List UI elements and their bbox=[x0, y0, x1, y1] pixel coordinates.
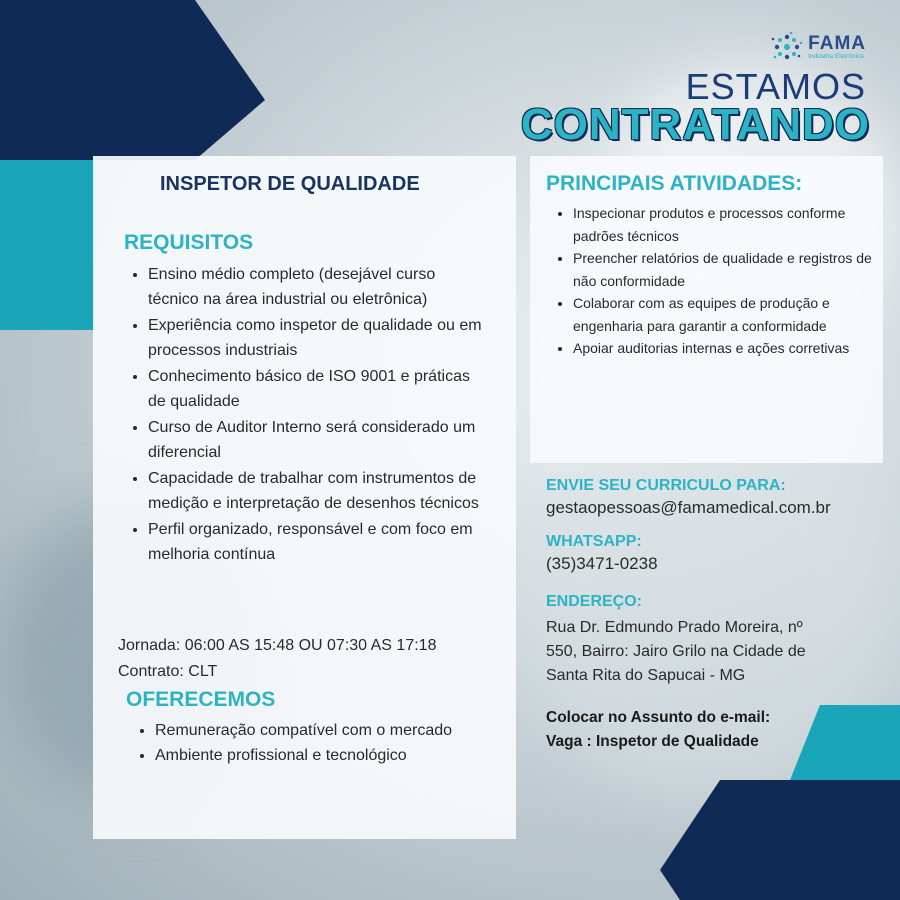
list-item: • Capacidade de trabalhar com instrumentos de medição e interpretação de desenhos técnicos bbox=[148, 467, 488, 516]
whatsapp-label: WHATSAPP: bbox=[546, 533, 642, 550]
whatsapp-number[interactable]: (35)3471-0238 bbox=[546, 554, 658, 573]
atividades-list bbox=[555, 202, 883, 360]
company-logo bbox=[770, 30, 866, 64]
address-line: Rua Dr. Edmundo Prado Moreira, nº bbox=[546, 619, 803, 636]
list-item: • Apoiar auditorias internas e ações corretivas bbox=[573, 337, 883, 360]
logo-subtitle: Indústria Eletrônica bbox=[808, 52, 864, 60]
logo-name: FAMA bbox=[808, 32, 866, 54]
list-item: • Perfil organizado, responsável e com foco em melhoria contínua bbox=[148, 518, 488, 567]
list-item: • Remuneração compatível com o mercado bbox=[155, 719, 485, 744]
address-line: 550, Bairro: Jairo Grilo na Cidade de bbox=[546, 643, 806, 660]
headline-estamos: ESTAMOS bbox=[685, 66, 866, 107]
email-subject-instructions bbox=[546, 706, 770, 754]
list-item: • Ensino médio completo (desejável curso técnico na área industrial ou eletrônica) bbox=[148, 263, 488, 312]
requisitos-list bbox=[130, 263, 488, 569]
address-line: Santa Rita do Sapucai - MG bbox=[546, 667, 746, 684]
address-label: ENDEREÇO: bbox=[546, 593, 643, 610]
oferecemos-list bbox=[137, 719, 485, 768]
email-label: ENVIE SEU CURRICULO PARA: bbox=[546, 477, 786, 494]
requisitos-heading: REQUISITOS bbox=[124, 231, 254, 254]
list-item: • Ambiente profissional e tecnológico bbox=[155, 744, 485, 769]
atividades-heading: PRINCIPAIS ATIVIDADES: bbox=[546, 172, 803, 195]
list-item: • Colaborar com as equipes de produção e engenharia para garantir a conformidade bbox=[573, 292, 883, 337]
navy-hexagon-bottom-right bbox=[660, 780, 900, 900]
list-item: • Conhecimento básico de ISO 9001 e práticas de qualidade bbox=[148, 365, 488, 414]
list-item: • Preencher relatórios de qualidade e registros de não conformidade bbox=[573, 247, 883, 292]
teal-block-left bbox=[0, 160, 95, 330]
email-address[interactable]: gestaopessoas@famamedical.com.br bbox=[546, 498, 831, 517]
headline-contratando: CONTRATANDO bbox=[520, 100, 870, 149]
list-item: • Inspecionar produtos e processos conforme padrões técnicos bbox=[573, 202, 883, 247]
jornada-text: Jornada: 06:00 AS 15:48 OU 07:30 AS 17:18 bbox=[118, 637, 437, 654]
dots-circle-icon bbox=[770, 30, 804, 64]
job-title: INSPETOR DE QUALIDADE bbox=[160, 173, 420, 195]
oferecemos-heading: OFERECEMOS bbox=[126, 688, 276, 711]
list-item: • Curso de Auditor Interno será considerado um diferencial bbox=[148, 416, 488, 465]
contrato-text: Contrato: CLT bbox=[118, 663, 218, 680]
subject-line: Colocar no Assunto do e-mail: bbox=[546, 709, 771, 726]
list-item: • Experiência como inspetor de qualidade ou em processos industriais bbox=[148, 314, 488, 363]
subject-line: Vaga : Inspetor de Qualidade bbox=[546, 733, 759, 750]
